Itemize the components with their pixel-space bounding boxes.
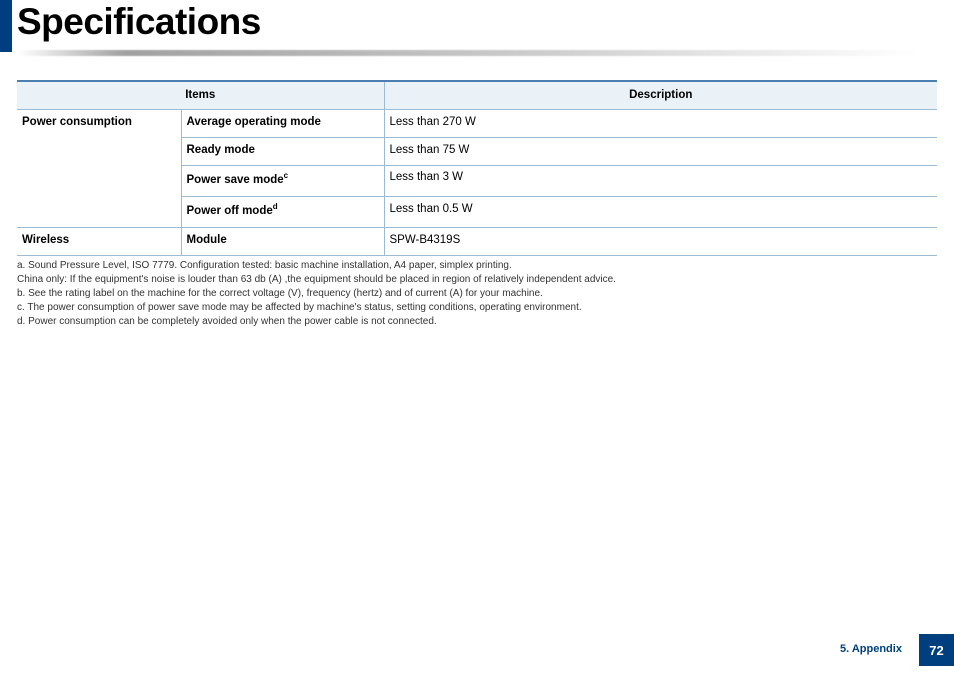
item-description: Less than 75 W: [384, 137, 937, 165]
header-items: Items: [17, 81, 384, 109]
page-number: 72: [919, 634, 954, 666]
item-label-text: Power save mode: [186, 173, 284, 186]
item-label: [181, 196, 384, 227]
item-description: Less than 3 W: [384, 165, 937, 196]
item-label: Ready mode: [181, 137, 384, 165]
item-description: Less than 0.5 W: [384, 196, 937, 227]
footnote-ref: d: [272, 201, 278, 211]
footnotes: [17, 259, 937, 329]
page-title: Specifications: [17, 1, 261, 42]
header-description: Description: [384, 81, 937, 109]
specifications-table: [17, 80, 937, 256]
footnote-ref: c: [283, 170, 289, 180]
title-divider: [17, 50, 917, 56]
table-row: [17, 109, 937, 137]
table-row: [17, 227, 937, 255]
footnote-c: c. The power consumption of power save mode may be affected by machine's status, setting conditions, operating environment.: [17, 302, 582, 313]
group-wireless: Wireless: [17, 227, 181, 255]
item-label: [181, 165, 384, 196]
footnote-d: d. Power consumption can be completely avoided only when the power cable is not connected.: [17, 316, 437, 327]
footnote-b: b. See the rating label on the machine for the correct voltage (V), frequency (hertz) and of current (A) for your machine.: [17, 288, 543, 299]
group-power-consumption: Power consumption: [17, 109, 181, 227]
item-description: SPW-B4319S: [384, 227, 937, 255]
item-description: Less than 270 W: [384, 109, 937, 137]
item-label-text: Power off mode: [186, 204, 273, 217]
table-header-row: [17, 81, 937, 109]
footnote-a: a. Sound Pressure Level, ISO 7779. Configuration tested: basic machine installation, A4 paper, simplex printing.: [17, 260, 512, 271]
item-label: Average operating mode: [181, 109, 384, 137]
footnote-china: China only: If the equipment's noise is louder than 63 db (A) ,the equipment should be placed in region of relatively independent advice.: [17, 274, 616, 285]
section-label: 5. Appendix: [840, 643, 902, 655]
item-label: Module: [181, 227, 384, 255]
title-accent-bar: [0, 0, 12, 52]
